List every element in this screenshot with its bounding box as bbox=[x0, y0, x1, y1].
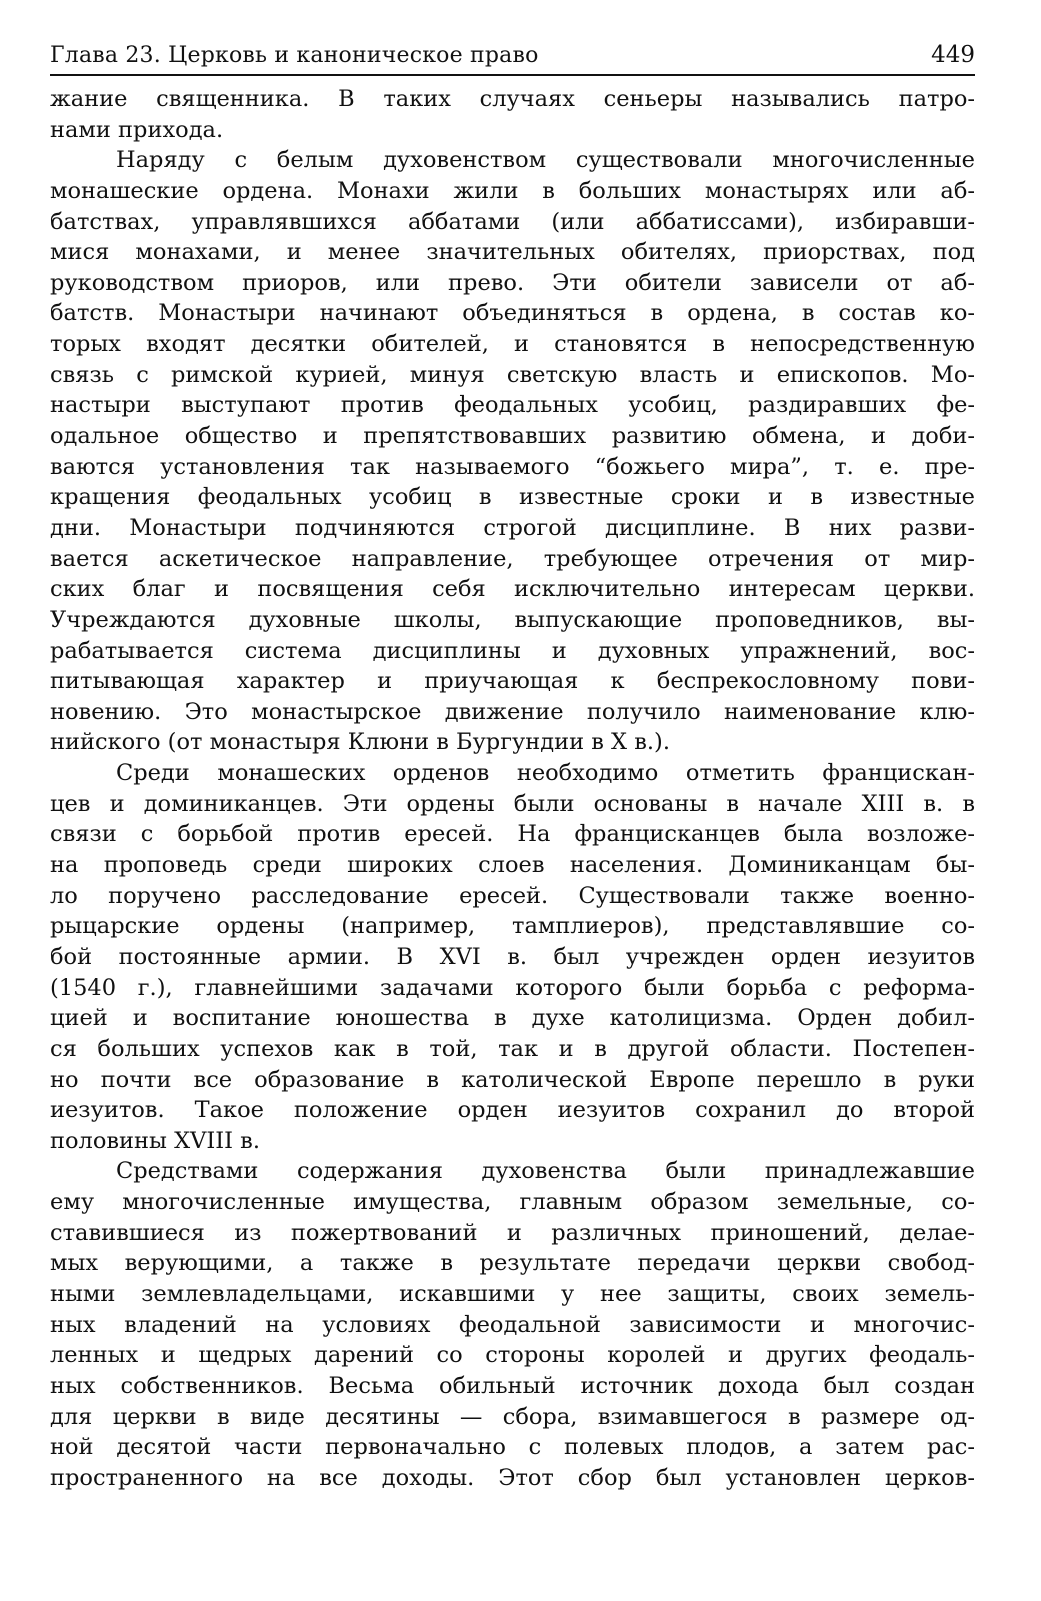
paragraph bbox=[50, 145, 975, 758]
text-line: ваются установления так называемого “божьего мира”, т. е. пре- bbox=[50, 453, 975, 480]
text-line: цией и воспитание юношества в духе католицизма. Орден добил- bbox=[50, 1005, 975, 1032]
text-line: новению. Это монастырское движение получило наименование клю- bbox=[50, 698, 975, 725]
book-page bbox=[50, 40, 975, 1493]
text-line: жание священника. В таких случаях сеньеры назывались патро- bbox=[50, 86, 975, 112]
text-line: ными землевладельцами, искавшими у нее защиты, своих земель- bbox=[50, 1280, 975, 1307]
text-line: одальное общество и препятствовавших развитию обмена, и доби- bbox=[50, 423, 975, 450]
text-line: ленных и щедрых дарений со стороны королей и других феодаль- bbox=[50, 1342, 975, 1369]
text-line: Среди монашеских орденов необходимо отметить францискан- bbox=[116, 760, 975, 787]
text-line: ло поручено расследование ересей. Существовали также военно- bbox=[50, 882, 975, 909]
text-line: нами прихода. bbox=[50, 116, 224, 143]
text-line: монашеские ордена. Монахи жили в больших монастырях или аб- bbox=[50, 177, 975, 204]
chapter-title: Глава 23. Церковь и каноническое право bbox=[50, 43, 539, 68]
paragraph bbox=[50, 758, 975, 1156]
text-line: Средствами содержания духовенства были принадлежавшие bbox=[116, 1158, 975, 1185]
text-line: батств. Монастыри начинают объединяться в ордена, в состав ко- bbox=[50, 300, 975, 327]
text-line: ставившиеся из пожертвований и различных приношений, делае- bbox=[50, 1219, 975, 1246]
text-line: половины XVIII в. bbox=[50, 1127, 261, 1154]
text-line: связи с борьбой против ересей. На францисканцев была возложе- bbox=[50, 821, 975, 848]
text-line: Учреждаются духовные школы, выпускающие проповедников, вы- bbox=[50, 606, 975, 633]
text-line: торых входят десятки обителей, и становятся в непосредственную bbox=[50, 331, 975, 358]
text-line: мися монахами, и менее значительных обителях, приорствах, под bbox=[50, 239, 975, 266]
text-line: ных владений на условиях феодальной зависимости и многочис- bbox=[50, 1311, 975, 1338]
text-line: питывающая характер и приучающая к беспрекословному пови- bbox=[50, 668, 975, 695]
text-line: батствах, управлявшихся аббатами (или аббатиссами), избиравши- bbox=[50, 208, 975, 235]
text-line: Наряду с белым духовенством существовали многочисленные bbox=[116, 147, 975, 174]
text-line: мых верующими, а также в результате передачи церкви свобод- bbox=[50, 1250, 975, 1277]
text-line: иезуитов. Такое положение орден иезуитов сохранил до второй bbox=[50, 1097, 975, 1124]
paragraph bbox=[50, 84, 975, 145]
text-line: рабатывается система дисциплины и духовных упражнений, вос- bbox=[50, 637, 975, 664]
text-line: бой постоянные армии. В XVI в. был учрежден орден иезуитов bbox=[50, 943, 975, 970]
text-line: вается аскетическое направление, требующее отречения от мир- bbox=[50, 545, 975, 572]
body-text bbox=[50, 84, 975, 1493]
text-line: дни. Монастыри подчиняются строгой дисциплине. В них разви- bbox=[50, 514, 975, 541]
text-line: ся больших успехов как в той, так и в другой области. Постепен- bbox=[50, 1035, 975, 1062]
text-line: цев и доминиканцев. Эти ордены были основаны в начале XIII в. в bbox=[50, 790, 975, 817]
text-line: ной десятой части первоначально с полевых плодов, а затем рас- bbox=[50, 1434, 975, 1461]
text-line: для церкви в виде десятины — сбора, взимавшегося в размере од- bbox=[50, 1403, 975, 1430]
text-line: на проповедь среди широких слоев населения. Доминиканцам бы- bbox=[50, 852, 975, 879]
page-number: 449 bbox=[931, 42, 975, 68]
paragraph bbox=[50, 1156, 975, 1493]
text-line: нийского (от монастыря Клюни в Бургундии в X в.). bbox=[50, 729, 670, 756]
text-line: но почти все образование в католической Европе перешло в руки bbox=[50, 1066, 975, 1093]
text-line: настыри выступают против феодальных усобиц, раздиравших фе- bbox=[50, 392, 975, 419]
text-line: (1540 г.), главнейшими задачами которого были борьба с реформа- bbox=[50, 974, 975, 1001]
text-line: рыцарские ордены (например, тамплиеров), представлявшие со- bbox=[50, 913, 975, 940]
text-line: ных собственников. Весьма обильный источник дохода был создан bbox=[50, 1372, 975, 1399]
text-line: руководством приоров, или прево. Эти обители зависели от аб- bbox=[50, 269, 975, 296]
running-header bbox=[50, 40, 975, 76]
text-line: ему многочисленные имущества, главным образом земельные, со- bbox=[50, 1189, 975, 1216]
text-line: пространенного на все доходы. Этот сбор был установлен церков- bbox=[50, 1464, 975, 1491]
text-line: кращения феодальных усобиц в известные сроки и в известные bbox=[50, 484, 975, 511]
text-line: связь с римской курией, минуя светскую власть и епископов. Мо- bbox=[50, 361, 975, 388]
text-line: ских благ и посвящения себя исключительно интересам церкви. bbox=[50, 576, 975, 603]
